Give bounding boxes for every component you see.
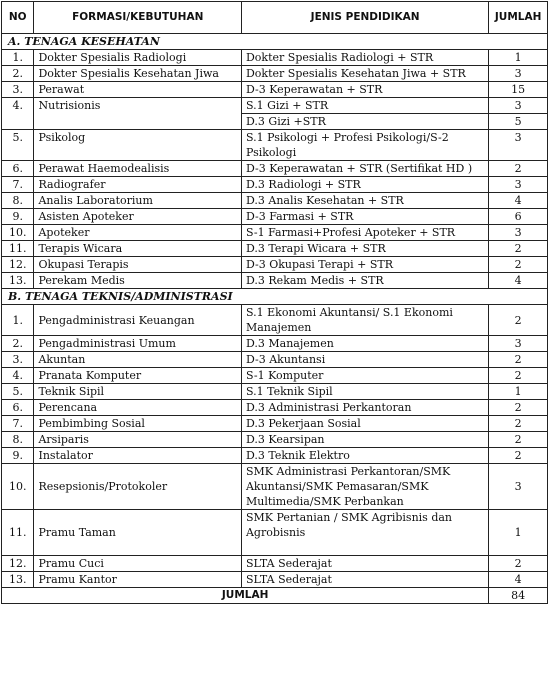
row-no: 6. — [2, 161, 34, 177]
table-row — [2, 556, 548, 572]
row-formasi: Arsiparis — [34, 432, 242, 448]
row-jumlah: 2 — [489, 432, 548, 448]
header-jenis: JENIS PENDIDIKAN — [241, 2, 488, 34]
row-jumlah: 4 — [489, 572, 548, 588]
table-row — [2, 510, 548, 556]
row-no: 10. — [2, 225, 34, 241]
row-jenis: D.3 Kearsipan — [241, 432, 488, 448]
row-jumlah: 2 — [489, 556, 548, 572]
table-row — [2, 177, 548, 193]
row-jenis: Dokter Spesialis Radiologi + STR — [241, 50, 488, 66]
row-jenis: D.3 Rekam Medis + STR — [241, 273, 488, 289]
table-row — [2, 416, 548, 432]
row-no: 11. — [2, 241, 34, 257]
row-jumlah: 3 — [489, 225, 548, 241]
row-jenis: D.3 Radiologi + STR — [241, 177, 488, 193]
table-row — [2, 193, 548, 209]
row-jumlah: 2 — [489, 368, 548, 384]
row-formasi: Analis Laboratorium — [34, 193, 242, 209]
row-jumlah: 1 — [489, 510, 548, 556]
header-formasi: FORMASI/KEBUTUHAN — [34, 2, 242, 34]
table-row — [2, 305, 548, 336]
row-jenis: D.3 Administrasi Perkantoran — [241, 400, 488, 416]
row-formasi: Asisten Apoteker — [34, 209, 242, 225]
table-row — [2, 384, 548, 400]
row-jumlah: 1 — [489, 384, 548, 400]
row-formasi: Pengadministrasi Keuangan — [34, 305, 242, 336]
row-jenis: D.3 Analis Kesehatan + STR — [241, 193, 488, 209]
row-no: 3. — [2, 352, 34, 368]
row-jenis: SMK Administrasi Perkantoran/SMK Akuntansi/SMK Pemasaran/SMK Multimedia/SMK Perbankan — [241, 464, 488, 510]
row-no: 8. — [2, 432, 34, 448]
row-no: 7. — [2, 177, 34, 193]
table-row — [2, 241, 548, 257]
row-no: 5. — [2, 130, 34, 161]
row-no: 10. — [2, 464, 34, 510]
row-jumlah: 2 — [489, 161, 548, 177]
row-jenis: SMK Pertanian / SMK Agribisnis dan Agrobisnis — [241, 510, 488, 556]
table-row — [2, 161, 548, 177]
table-row — [2, 432, 548, 448]
row-no: 9. — [2, 448, 34, 464]
row-no: 4. — [2, 98, 34, 130]
row-formasi: Dokter Spesialis Kesehatan Jiwa — [34, 66, 242, 82]
row-jumlah: 4 — [489, 193, 548, 209]
table-row — [2, 336, 548, 352]
row-jenis: D.3 Teknik Elektro — [241, 448, 488, 464]
row-formasi: Perawat — [34, 82, 242, 98]
row-jumlah: 3 — [489, 177, 548, 193]
row-jenis: S-1 Farmasi+Profesi Apoteker + STR — [241, 225, 488, 241]
row-jenis: D-3 Okupasi Terapi + STR — [241, 257, 488, 273]
row-jumlah: 3 — [489, 98, 548, 114]
row-no: 6. — [2, 400, 34, 416]
table-row — [2, 209, 548, 225]
row-no: 1. — [2, 50, 34, 66]
row-no: 11. — [2, 510, 34, 556]
row-formasi: Pramu Taman — [34, 510, 242, 556]
row-no: 9. — [2, 209, 34, 225]
table-row — [2, 273, 548, 289]
table-row — [2, 572, 548, 588]
section-b-title: B. TENAGA TEKNIS/ADMINISTRASI — [2, 289, 548, 305]
row-formasi: Pengadministrasi Umum — [34, 336, 242, 352]
row-jenis: S.1 Gizi + STR — [241, 98, 488, 114]
table-row — [2, 368, 548, 384]
row-no: 1. — [2, 305, 34, 336]
row-jumlah: 15 — [489, 82, 548, 98]
row-jenis: S-1 Komputer — [241, 368, 488, 384]
row-jumlah: 2 — [489, 241, 548, 257]
total-row — [2, 588, 548, 604]
row-jenis: SLTA Sederajat — [241, 556, 488, 572]
row-no: 2. — [2, 66, 34, 82]
row-jumlah: 3 — [489, 336, 548, 352]
row-formasi: Akuntan — [34, 352, 242, 368]
row-jumlah: 6 — [489, 209, 548, 225]
section-a-title: A. TENAGA KESEHATAN — [2, 34, 548, 50]
row-jenis: D.3 Terapi Wicara + STR — [241, 241, 488, 257]
row-formasi: Nutrisionis — [34, 98, 242, 130]
table-row — [2, 66, 548, 82]
header-row — [2, 2, 548, 34]
row-no: 4. — [2, 368, 34, 384]
row-jumlah: 3 — [489, 464, 548, 510]
table-row — [2, 448, 548, 464]
row-formasi: Teknik Sipil — [34, 384, 242, 400]
table-row — [2, 98, 548, 114]
header-jumlah: JUMLAH — [489, 2, 548, 34]
row-jenis: D.3 Pekerjaan Sosial — [241, 416, 488, 432]
row-jumlah: 3 — [489, 130, 548, 161]
row-jenis: Dokter Spesialis Kesehatan Jiwa + STR — [241, 66, 488, 82]
row-jenis: D-3 Keperawatan + STR (Sertifikat HD ) — [241, 161, 488, 177]
row-no: 13. — [2, 273, 34, 289]
header-no: NO — [2, 2, 34, 34]
row-no: 2. — [2, 336, 34, 352]
row-jenis: D.3 Manajemen — [241, 336, 488, 352]
row-no: 12. — [2, 556, 34, 572]
row-no: 5. — [2, 384, 34, 400]
row-no: 7. — [2, 416, 34, 432]
total-label: JUMLAH — [2, 588, 489, 604]
row-no: 13. — [2, 572, 34, 588]
row-formasi: Pranata Komputer — [34, 368, 242, 384]
row-jenis: D-3 Akuntansi — [241, 352, 488, 368]
row-jumlah: 4 — [489, 273, 548, 289]
row-formasi: Dokter Spesialis Radiologi — [34, 50, 242, 66]
section-b-row — [2, 289, 548, 305]
row-no: 12. — [2, 257, 34, 273]
row-formasi: Apoteker — [34, 225, 242, 241]
row-formasi: Instalator — [34, 448, 242, 464]
row-jumlah: 2 — [489, 416, 548, 432]
section-a-row — [2, 34, 548, 50]
table-row — [2, 82, 548, 98]
row-jumlah: 2 — [489, 352, 548, 368]
row-jenis: D-3 Farmasi + STR — [241, 209, 488, 225]
table-row — [2, 352, 548, 368]
row-no: 8. — [2, 193, 34, 209]
row-jumlah: 2 — [489, 305, 548, 336]
row-no: 3. — [2, 82, 34, 98]
row-jenis: S.1 Teknik Sipil — [241, 384, 488, 400]
table-row — [2, 257, 548, 273]
row-jenis: S.1 Psikologi + Profesi Psikologi/S-2 Psikologi — [241, 130, 488, 161]
row-formasi: Psikolog — [34, 130, 242, 161]
row-formasi: Perawat Haemodealisis — [34, 161, 242, 177]
row-jumlah: 2 — [489, 448, 548, 464]
row-jenis: S.1 Ekonomi Akuntansi/ S.1 Ekonomi Manajemen — [241, 305, 488, 336]
row-jenis: SLTA Sederajat — [241, 572, 488, 588]
table-row — [2, 400, 548, 416]
total-value: 84 — [489, 588, 548, 604]
table-row — [2, 225, 548, 241]
row-formasi: Pramu Kantor — [34, 572, 242, 588]
row-formasi: Perekam Medis — [34, 273, 242, 289]
formasi-table — [1, 1, 548, 604]
row-jenis: D-3 Keperawatan + STR — [241, 82, 488, 98]
row-jumlah: 1 — [489, 50, 548, 66]
row-formasi: Pembimbing Sosial — [34, 416, 242, 432]
table-row — [2, 130, 548, 161]
row-jumlah: 3 — [489, 66, 548, 82]
row-formasi: Terapis Wicara — [34, 241, 242, 257]
row-jumlah: 2 — [489, 400, 548, 416]
row-formasi: Pramu Cuci — [34, 556, 242, 572]
row-jumlah: 2 — [489, 257, 548, 273]
table-row — [2, 464, 548, 510]
row-formasi: Resepsionis/Protokoler — [34, 464, 242, 510]
row-jumlah: 5 — [489, 114, 548, 130]
table-row — [2, 50, 548, 66]
row-formasi: Perencana — [34, 400, 242, 416]
row-formasi: Radiografer — [34, 177, 242, 193]
row-formasi: Okupasi Terapis — [34, 257, 242, 273]
row-jenis: D.3 Gizi +STR — [241, 114, 488, 130]
